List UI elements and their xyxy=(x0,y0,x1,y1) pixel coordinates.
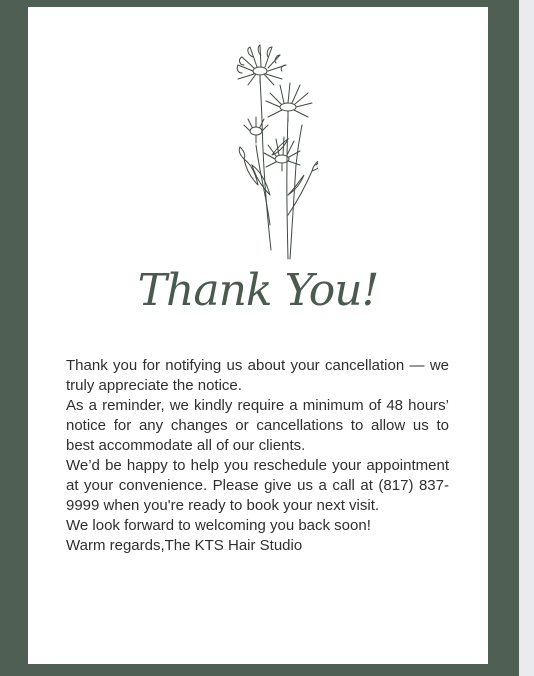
letter-body xyxy=(66,356,449,556)
paragraph-welcome-back: We look forward to welcoming you back soon! xyxy=(66,517,371,534)
scrollbar-track[interactable] xyxy=(519,0,534,676)
thank-you-card xyxy=(28,7,488,664)
paragraph-reschedule: We’d be happy to help you reschedule your appointment at your convenience. Please give us a call at (817) 837-9999 when you're ready to book your next visit. xyxy=(66,457,449,514)
page-title: Thank You! xyxy=(137,265,379,316)
paragraph-notice-policy: As a reminder, we kindly require a minimum of 48 hours’ notice for any changes or cancellations to allow us to best accommodate all of our clients. xyxy=(66,397,449,454)
signature: Warm regards,The KTS Hair Studio xyxy=(66,537,303,554)
paragraph-cancellation-thanks: Thank you for notifying us about your cancellation — we truly appreciate the notice. xyxy=(66,357,449,394)
wildflower-sketch-icon xyxy=(208,35,318,261)
